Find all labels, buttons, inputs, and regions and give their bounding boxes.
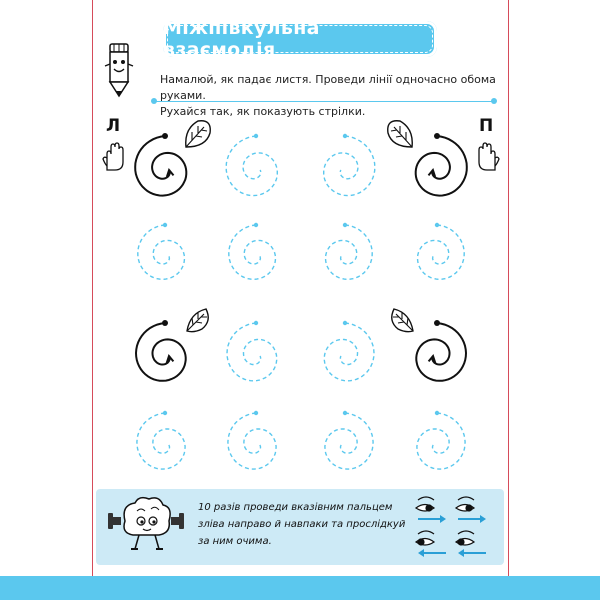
tracing-spiral (418, 225, 465, 279)
tracing-spiral (138, 225, 185, 279)
spiral-start-dot (343, 321, 347, 325)
leaf-icon (184, 305, 214, 335)
leaf-icon (182, 117, 214, 151)
example-spiral (136, 323, 186, 381)
leaf-icon (384, 117, 416, 151)
spiral-start-dot (435, 411, 439, 415)
tracing-spiral (228, 413, 276, 469)
spiral-start-dot (343, 411, 347, 415)
tracing-spiral (229, 225, 276, 279)
tracing-spiral (326, 225, 373, 279)
spiral-start-dot (254, 411, 258, 415)
tracing-spiral (325, 413, 373, 469)
tracing-spiral (417, 413, 465, 469)
spiral-start-dot (434, 320, 440, 326)
eye-exercise-line-1: 10 разів проведи вказівним пальцем (198, 502, 393, 513)
tracing-spiral (227, 323, 277, 381)
spiral-start-dot (435, 223, 439, 227)
tracing-spiral (226, 136, 277, 196)
spiral-start-dot (163, 223, 167, 227)
brain-mascot-icon (105, 491, 187, 561)
example-spiral (416, 323, 466, 381)
tracing-spiral (137, 413, 185, 469)
tracing-spiral (324, 136, 375, 196)
page-title: Міжпівкульна взаємодія (163, 17, 320, 61)
instruction-line-2: Рухайся так, як показують стрілки. (160, 105, 366, 118)
eye-exercise-line-3: за ним очима. (198, 536, 272, 547)
tracing-spiral (324, 323, 374, 381)
eye-exercise-text (198, 499, 408, 550)
left-hand-letter: Л (106, 116, 121, 136)
eye-exercise-line-2: зліва направо й навпаки та прослідкуй (198, 519, 406, 530)
spiral-start-dot (254, 321, 258, 325)
spiral-start-dot (254, 223, 258, 227)
bottom-color-strip (0, 576, 600, 600)
spiral-start-dot (162, 133, 168, 139)
eyes-arrows-icon (412, 492, 502, 562)
spiral-start-dot (343, 134, 347, 138)
spiral-start-dot (434, 133, 440, 139)
leaf-icon (386, 305, 416, 335)
example-spiral (416, 136, 467, 196)
spiral-start-dot (343, 223, 347, 227)
example-spiral (135, 136, 186, 196)
spiral-start-dot (162, 320, 168, 326)
spiral-start-dot (254, 134, 258, 138)
right-hand-letter: П (479, 116, 494, 136)
instruction-line-1: Намалюй, як падає листя. Проведи лінії одночасно обома руками. (160, 73, 496, 102)
spiral-start-dot (163, 411, 167, 415)
